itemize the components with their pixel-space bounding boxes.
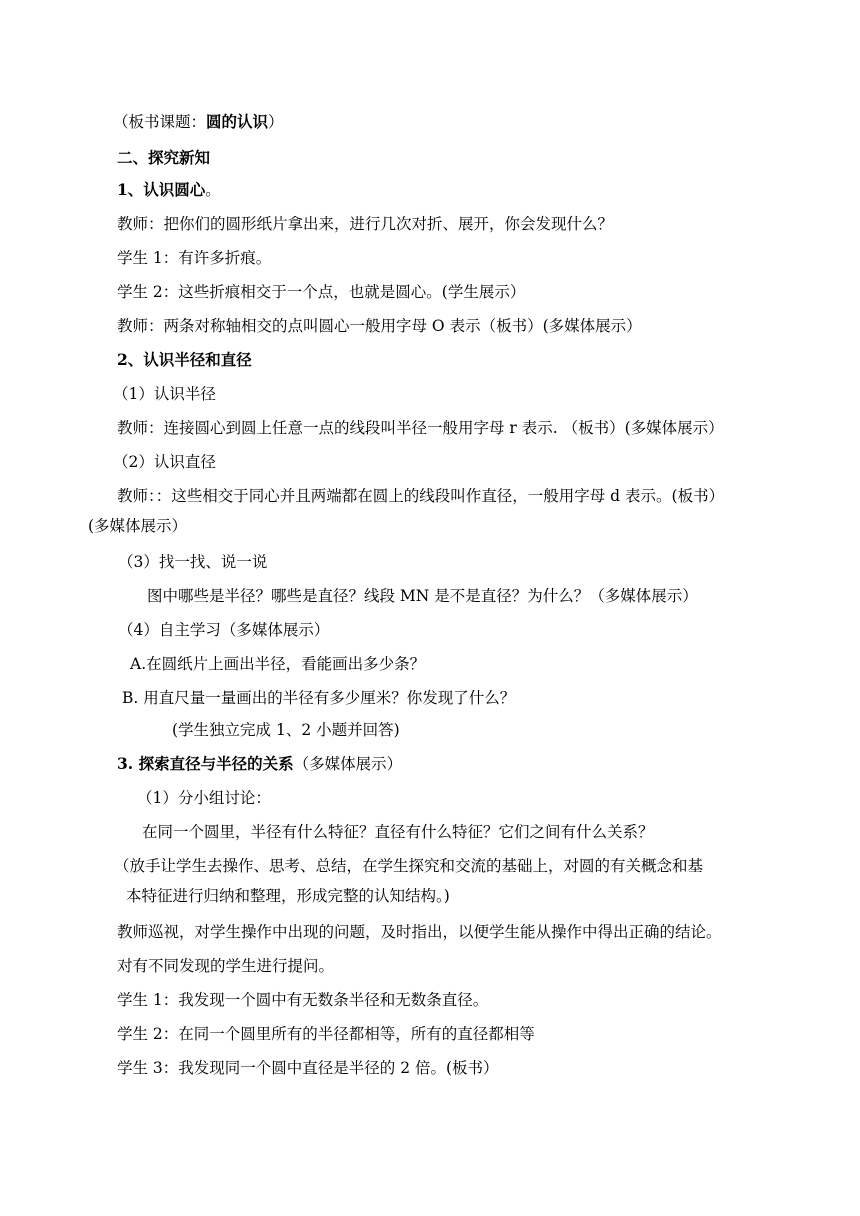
- paragraph-teacher-center-def: 教师：两条对称轴相交的点叫圆心一般用字母 O 表示（板书）(多媒体展示）: [117, 317, 642, 335]
- paragraph-teacher-patrol: 教师巡视，对学生操作中出现的问题，及时指出，以便学生能从操作中得出正确的结论。: [117, 923, 722, 941]
- item-find-and-say: （3）找一找、说一说: [118, 553, 268, 571]
- subheading-relation-media: （多媒体展示）: [293, 755, 403, 773]
- paragraph-find-question: 图中哪些是半径？哪些是直径？线段 MN 是不是直径？为什么？（多媒体展示）: [147, 587, 698, 605]
- note-hands-on: （放手让学生去操作、思考、总结，在学生探究和交流的基础上，对圆的有关概念和基: [114, 857, 704, 875]
- paragraph-teacher-radius-def: 教师：连接圆心到圆上任意一点的线段叫半径一般用字母 r 表示. （板书）(多媒体展示）: [117, 419, 724, 437]
- subheading-center: 1、认识圆心: [117, 180, 206, 199]
- board-title-topic: 圆的认识: [206, 112, 269, 131]
- subheading-relation: 3. 探索直径与半径的关系: [117, 754, 294, 773]
- task-a-draw-radius: A.在圆纸片上画出半径，看能画出多少条？: [130, 655, 426, 673]
- paragraph-teacher-diameter-def: 教师：：这些相交于同心并且两端都在圆上的线段叫作直径，一般用字母 d 表示。(板书）: [117, 487, 725, 505]
- item-know-diameter: （2）认识直径: [113, 453, 216, 471]
- paragraph-teacher-diameter-def-cont: (多媒体展示）: [88, 517, 188, 535]
- paragraph-teacher-patrol-cont: 对有不同发现的学生进行提问。: [117, 957, 335, 975]
- task-b-measure-radius: B. 用直尺量一量画出的半径有多少厘米？你发现了什么？: [122, 689, 516, 707]
- item-group-discussion: （1）分小组讨论：: [137, 789, 271, 807]
- note-hands-on-cont: 本特征进行归纳和整理，形成完整的认知结构。): [126, 887, 450, 905]
- board-title-suffix: ）: [268, 113, 284, 131]
- board-title-line: [113, 112, 284, 132]
- paragraph-student1-creases: 学生 1：有许多折痕。: [117, 249, 272, 267]
- subheading-radius-diameter: 2、认识半径和直径: [117, 350, 252, 369]
- paragraph-student2-finding: 学生 2：在同一个圆里所有的半径都相等，所有的直径都相等: [117, 1025, 535, 1043]
- paragraph-student2-center: 学生 2：这些折痕相交于一个点，也就是圆心。(学生展示）: [117, 283, 526, 301]
- item-know-radius: （1）认识半径: [113, 385, 216, 403]
- board-title-prefix: （板书课题：: [113, 113, 207, 131]
- subheading-center-line: [117, 180, 221, 200]
- section-heading-explore: 二、探究新知: [117, 148, 211, 167]
- paragraph-student1-finding: 学生 1：我发现一个圆中有无数条半径和无数条直径。: [117, 991, 489, 1009]
- note-student-independent: (学生独立完成 1、2 小题并回答): [172, 721, 400, 739]
- subheading-center-period: 。: [205, 181, 221, 199]
- item-self-study: （4）自主学习（多媒体展示）: [118, 621, 330, 639]
- paragraph-teacher-fold: 教师：把你们的圆形纸片拿出来，进行几次对折、展开，你会发现什么？: [117, 215, 614, 233]
- subheading-relation-line: [117, 754, 402, 774]
- paragraph-student3-finding: 学生 3：我发现同一个圆中直径是半径的 2 倍。(板书）: [117, 1059, 499, 1077]
- paragraph-discussion-question: 在同一个圆里，半径有什么特征？直径有什么特征？它们之间有什么关系？: [142, 823, 654, 841]
